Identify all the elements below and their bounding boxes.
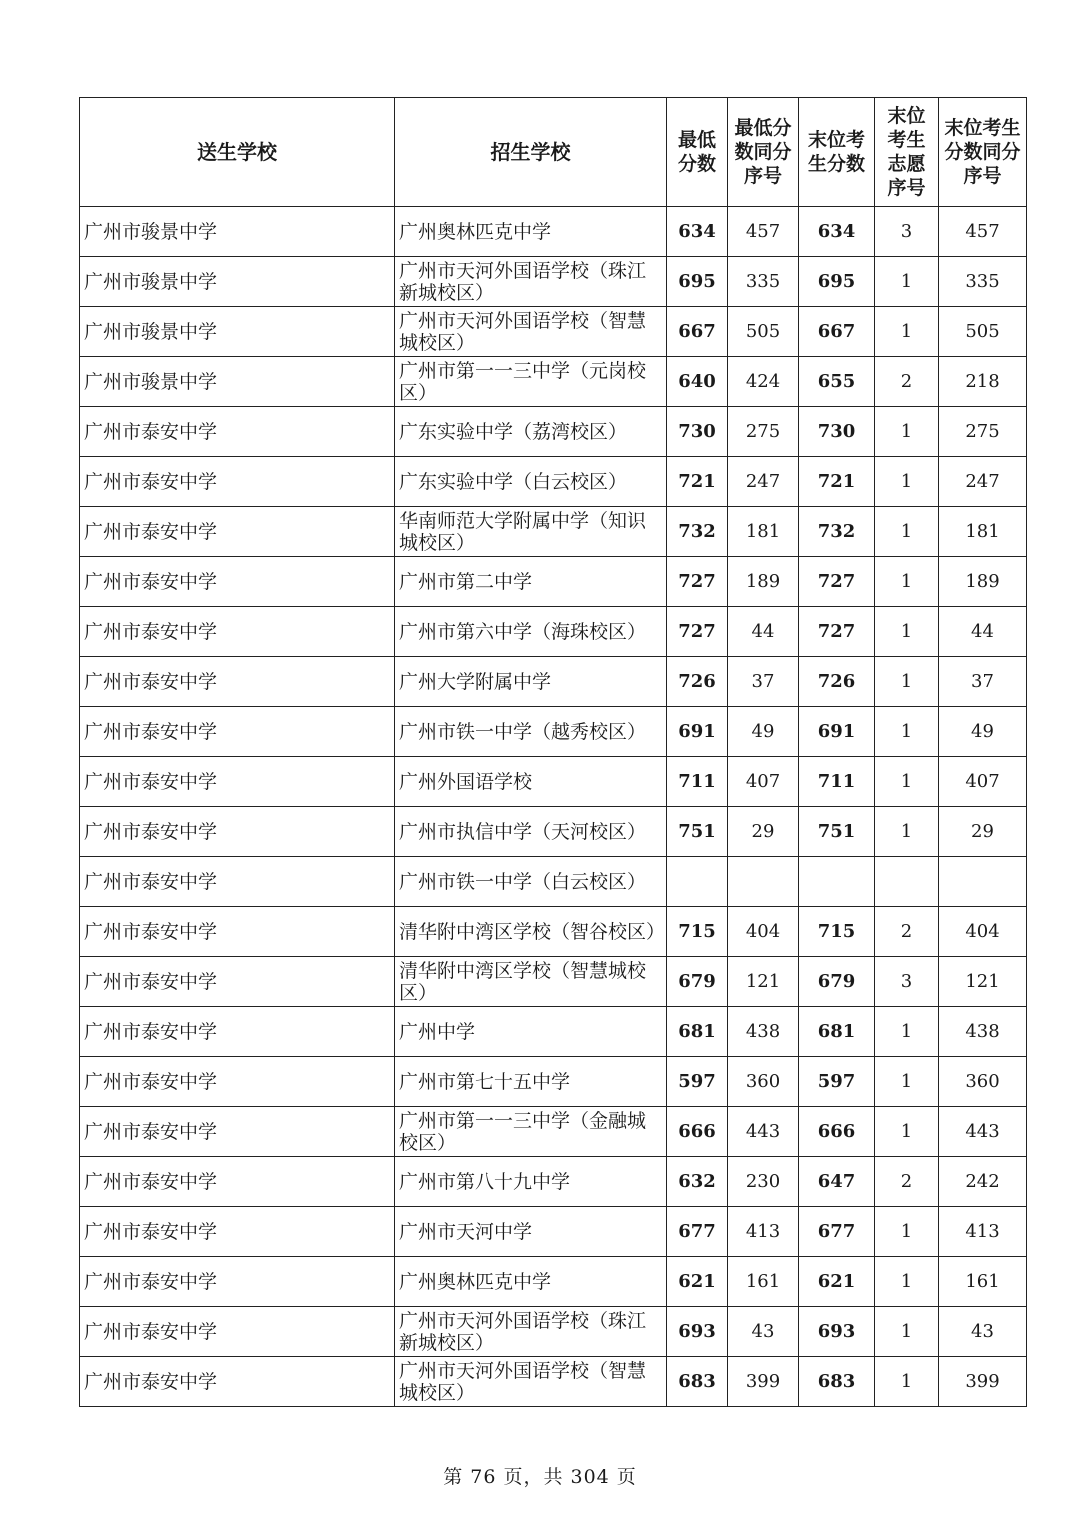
last-rank-cell: 242 [939, 1157, 1027, 1207]
last-rank-cell: 121 [939, 957, 1027, 1007]
last-choice-cell: 3 [875, 957, 939, 1007]
sender-school-cell: 广州市泰安中学 [80, 807, 395, 857]
min-score-cell: 634 [667, 207, 728, 257]
min-rank-cell: 443 [728, 1107, 799, 1157]
last-rank-cell: 443 [939, 1107, 1027, 1157]
last-score-cell: 721 [799, 457, 875, 507]
last-rank-cell: 275 [939, 407, 1027, 457]
table-row [80, 957, 1027, 1007]
header-last-score-line: 生分数 [807, 153, 865, 175]
sender-school-cell: 广州市泰安中学 [80, 557, 395, 607]
recruiting-school-cell: 广州奥林匹克中学 [395, 207, 667, 257]
table-row [80, 257, 1027, 307]
table-row [80, 1207, 1027, 1257]
recruiting-school-cell: 广州奥林匹克中学 [395, 1257, 667, 1307]
min-score-cell: 711 [667, 757, 728, 807]
recruiting-school-cell: 广州市铁一中学（白云校区） [395, 857, 667, 907]
recruiting-school-cell: 清华附中湾区学校（智慧城校区） [395, 957, 667, 1007]
table-row [80, 707, 1027, 757]
last-choice-cell: 1 [875, 1007, 939, 1057]
min-score-cell: 693 [667, 1307, 728, 1357]
min-rank-cell: 181 [728, 507, 799, 557]
min-score-cell: 681 [667, 1007, 728, 1057]
header-sender-school: 送生学校 [80, 98, 395, 207]
min-score-cell: 677 [667, 1207, 728, 1257]
recruiting-school-cell: 广州市第八十九中学 [395, 1157, 667, 1207]
last-choice-cell: 1 [875, 757, 939, 807]
last-choice-cell: 1 [875, 607, 939, 657]
min-rank-cell: 49 [728, 707, 799, 757]
table-row [80, 1257, 1027, 1307]
recruiting-school-cell: 广州市天河外国语学校（珠江新城校区） [395, 1307, 667, 1357]
min-rank-cell: 335 [728, 257, 799, 307]
min-rank-cell: 37 [728, 657, 799, 707]
admission-score-table [79, 97, 1027, 1407]
sender-school-cell: 广州市骏景中学 [80, 307, 395, 357]
min-score-cell: 727 [667, 557, 728, 607]
min-score-cell [667, 857, 728, 907]
table-row [80, 407, 1027, 457]
min-rank-cell: 121 [728, 957, 799, 1007]
table-row [80, 307, 1027, 357]
last-score-cell: 727 [799, 607, 875, 657]
last-rank-cell: 413 [939, 1207, 1027, 1257]
last-score-cell: 751 [799, 807, 875, 857]
table-row [80, 557, 1027, 607]
last-score-cell: 677 [799, 1207, 875, 1257]
last-score-cell: 730 [799, 407, 875, 457]
min-score-cell: 632 [667, 1157, 728, 1207]
table-row [80, 857, 1027, 907]
min-score-cell: 597 [667, 1057, 728, 1107]
recruiting-school-cell: 广州中学 [395, 1007, 667, 1057]
header-recruiting-school: 招生学校 [395, 98, 667, 207]
recruiting-school-cell: 清华附中湾区学校（智谷校区） [395, 907, 667, 957]
header-last-choice-line: 末位 [887, 105, 926, 127]
last-choice-cell: 1 [875, 557, 939, 607]
min-score-cell: 715 [667, 907, 728, 957]
sender-school-cell: 广州市骏景中学 [80, 207, 395, 257]
min-score-cell: 727 [667, 607, 728, 657]
last-score-cell: 715 [799, 907, 875, 957]
header-min-score-line: 分数 [677, 153, 716, 175]
min-score-cell: 721 [667, 457, 728, 507]
header-last-score-rank [939, 98, 1027, 207]
min-rank-cell: 505 [728, 307, 799, 357]
last-rank-cell: 218 [939, 357, 1027, 407]
recruiting-school-cell: 广州大学附属中学 [395, 657, 667, 707]
table-row [80, 357, 1027, 407]
table-row [80, 657, 1027, 707]
last-choice-cell: 1 [875, 807, 939, 857]
header-min-score-rank [728, 98, 799, 207]
last-score-cell: 693 [799, 1307, 875, 1357]
last-rank-cell [939, 857, 1027, 907]
table-row [80, 607, 1027, 657]
last-score-cell: 691 [799, 707, 875, 757]
recruiting-school-cell: 广州市天河外国语学校（珠江新城校区） [395, 257, 667, 307]
min-rank-cell: 43 [728, 1307, 799, 1357]
last-choice-cell: 1 [875, 1107, 939, 1157]
last-choice-cell: 1 [875, 307, 939, 357]
header-min-rank-line: 序号 [743, 165, 782, 187]
recruiting-school-cell: 广州市天河外国语学校（智慧城校区） [395, 307, 667, 357]
last-score-cell: 679 [799, 957, 875, 1007]
last-rank-cell: 44 [939, 607, 1027, 657]
last-score-cell: 726 [799, 657, 875, 707]
header-last-choice-rank [875, 98, 939, 207]
min-rank-cell: 360 [728, 1057, 799, 1107]
recruiting-school-cell: 广州市第二中学 [395, 557, 667, 607]
min-rank-cell: 29 [728, 807, 799, 857]
table-row [80, 457, 1027, 507]
table-row [80, 1107, 1027, 1157]
sender-school-cell: 广州市泰安中学 [80, 1057, 395, 1107]
last-rank-cell: 49 [939, 707, 1027, 757]
header-last-choice-line: 考生 [887, 129, 926, 151]
sender-school-cell: 广州市泰安中学 [80, 407, 395, 457]
table-row [80, 757, 1027, 807]
table-row [80, 507, 1027, 557]
last-choice-cell: 2 [875, 907, 939, 957]
last-choice-cell: 1 [875, 257, 939, 307]
last-score-cell: 711 [799, 757, 875, 807]
table-header [80, 98, 1027, 207]
last-choice-cell: 3 [875, 207, 939, 257]
header-min-rank-line: 数同分 [734, 141, 792, 163]
header-row [80, 98, 1027, 207]
header-last-rank-line: 分数同分 [944, 141, 1021, 163]
min-score-cell: 667 [667, 307, 728, 357]
min-score-cell: 621 [667, 1257, 728, 1307]
last-score-cell: 727 [799, 557, 875, 607]
min-rank-cell: 189 [728, 557, 799, 607]
last-rank-cell: 181 [939, 507, 1027, 557]
recruiting-school-cell: 华南师范大学附属中学（知识城校区） [395, 507, 667, 557]
last-rank-cell: 407 [939, 757, 1027, 807]
table-row [80, 1007, 1027, 1057]
min-rank-cell: 161 [728, 1257, 799, 1307]
min-score-cell: 695 [667, 257, 728, 307]
table-row [80, 907, 1027, 957]
last-rank-cell: 29 [939, 807, 1027, 857]
last-score-cell: 647 [799, 1157, 875, 1207]
last-score-cell: 695 [799, 257, 875, 307]
table-row [80, 1357, 1027, 1407]
last-choice-cell: 1 [875, 407, 939, 457]
last-choice-cell: 1 [875, 1057, 939, 1107]
header-min-score [667, 98, 728, 207]
header-min-score-line: 最低 [677, 129, 716, 151]
sender-school-cell: 广州市泰安中学 [80, 657, 395, 707]
last-rank-cell: 457 [939, 207, 1027, 257]
table-row [80, 1307, 1027, 1357]
min-rank-cell [728, 857, 799, 907]
last-choice-cell: 1 [875, 1357, 939, 1407]
min-rank-cell: 44 [728, 607, 799, 657]
min-score-cell: 730 [667, 407, 728, 457]
last-score-cell: 667 [799, 307, 875, 357]
table-body [80, 207, 1027, 1407]
last-rank-cell: 161 [939, 1257, 1027, 1307]
last-choice-cell: 1 [875, 707, 939, 757]
min-rank-cell: 275 [728, 407, 799, 457]
min-rank-cell: 247 [728, 457, 799, 507]
last-choice-cell: 1 [875, 507, 939, 557]
last-score-cell: 683 [799, 1357, 875, 1407]
table-row [80, 807, 1027, 857]
min-score-cell: 726 [667, 657, 728, 707]
sender-school-cell: 广州市泰安中学 [80, 757, 395, 807]
header-last-score [799, 98, 875, 207]
sender-school-cell: 广州市泰安中学 [80, 1307, 395, 1357]
last-score-cell [799, 857, 875, 907]
min-rank-cell: 399 [728, 1357, 799, 1407]
recruiting-school-cell: 广州市铁一中学（越秀校区） [395, 707, 667, 757]
min-rank-cell: 424 [728, 357, 799, 407]
min-rank-cell: 407 [728, 757, 799, 807]
table-row [80, 1057, 1027, 1107]
last-rank-cell: 189 [939, 557, 1027, 607]
last-choice-cell [875, 857, 939, 907]
sender-school-cell: 广州市泰安中学 [80, 1157, 395, 1207]
sender-school-cell: 广州市泰安中学 [80, 457, 395, 507]
recruiting-school-cell: 广州市第六中学（海珠校区） [395, 607, 667, 657]
last-score-cell: 621 [799, 1257, 875, 1307]
sender-school-cell: 广州市泰安中学 [80, 1007, 395, 1057]
sender-school-cell: 广州市泰安中学 [80, 1357, 395, 1407]
min-score-cell: 751 [667, 807, 728, 857]
header-last-score-line: 末位考 [807, 129, 865, 151]
last-rank-cell: 399 [939, 1357, 1027, 1407]
last-choice-cell: 1 [875, 1257, 939, 1307]
header-last-rank-line: 末位考生 [944, 117, 1021, 139]
last-choice-cell: 2 [875, 357, 939, 407]
sender-school-cell: 广州市泰安中学 [80, 857, 395, 907]
last-rank-cell: 335 [939, 257, 1027, 307]
last-rank-cell: 247 [939, 457, 1027, 507]
page-number-footer: 第 76 页，共 304 页 [443, 1466, 637, 1488]
sender-school-cell: 广州市泰安中学 [80, 1107, 395, 1157]
last-choice-cell: 1 [875, 1207, 939, 1257]
last-choice-cell: 1 [875, 657, 939, 707]
recruiting-school-cell: 广东实验中学（白云校区） [395, 457, 667, 507]
sender-school-cell: 广州市泰安中学 [80, 707, 395, 757]
sender-school-cell: 广州市泰安中学 [80, 907, 395, 957]
last-rank-cell: 404 [939, 907, 1027, 957]
min-score-cell: 683 [667, 1357, 728, 1407]
sender-school-cell: 广州市骏景中学 [80, 357, 395, 407]
last-rank-cell: 360 [939, 1057, 1027, 1107]
recruiting-school-cell: 广州外国语学校 [395, 757, 667, 807]
last-choice-cell: 1 [875, 457, 939, 507]
recruiting-school-cell: 广东实验中学（荔湾校区） [395, 407, 667, 457]
recruiting-school-cell: 广州市天河中学 [395, 1207, 667, 1257]
sender-school-cell: 广州市骏景中学 [80, 257, 395, 307]
min-score-cell: 732 [667, 507, 728, 557]
recruiting-school-cell: 广州市执信中学（天河校区） [395, 807, 667, 857]
recruiting-school-cell: 广州市第七十五中学 [395, 1057, 667, 1107]
sender-school-cell: 广州市泰安中学 [80, 1257, 395, 1307]
table-row [80, 207, 1027, 257]
min-score-cell: 691 [667, 707, 728, 757]
last-rank-cell: 438 [939, 1007, 1027, 1057]
header-last-choice-line: 志愿 [887, 153, 926, 175]
sender-school-cell: 广州市泰安中学 [80, 1207, 395, 1257]
last-score-cell: 732 [799, 507, 875, 557]
header-min-rank-line: 最低分 [734, 117, 792, 139]
header-last-choice-line: 序号 [887, 177, 926, 199]
min-score-cell: 666 [667, 1107, 728, 1157]
recruiting-school-cell: 广州市第一一三中学（元岗校区） [395, 357, 667, 407]
recruiting-school-cell: 广州市天河外国语学校（智慧城校区） [395, 1357, 667, 1407]
last-rank-cell: 37 [939, 657, 1027, 707]
min-rank-cell: 457 [728, 207, 799, 257]
last-rank-cell: 43 [939, 1307, 1027, 1357]
last-choice-cell: 1 [875, 1307, 939, 1357]
last-score-cell: 681 [799, 1007, 875, 1057]
recruiting-school-cell: 广州市第一一三中学（金融城校区） [395, 1107, 667, 1157]
min-score-cell: 679 [667, 957, 728, 1007]
table-row [80, 1157, 1027, 1207]
min-rank-cell: 413 [728, 1207, 799, 1257]
header-last-rank-line: 序号 [963, 165, 1002, 187]
last-score-cell: 634 [799, 207, 875, 257]
sender-school-cell: 广州市泰安中学 [80, 957, 395, 1007]
min-rank-cell: 404 [728, 907, 799, 957]
sender-school-cell: 广州市泰安中学 [80, 607, 395, 657]
last-score-cell: 666 [799, 1107, 875, 1157]
last-score-cell: 597 [799, 1057, 875, 1107]
last-rank-cell: 505 [939, 307, 1027, 357]
min-rank-cell: 438 [728, 1007, 799, 1057]
min-score-cell: 640 [667, 357, 728, 407]
last-score-cell: 655 [799, 357, 875, 407]
min-rank-cell: 230 [728, 1157, 799, 1207]
last-choice-cell: 2 [875, 1157, 939, 1207]
sender-school-cell: 广州市泰安中学 [80, 507, 395, 557]
